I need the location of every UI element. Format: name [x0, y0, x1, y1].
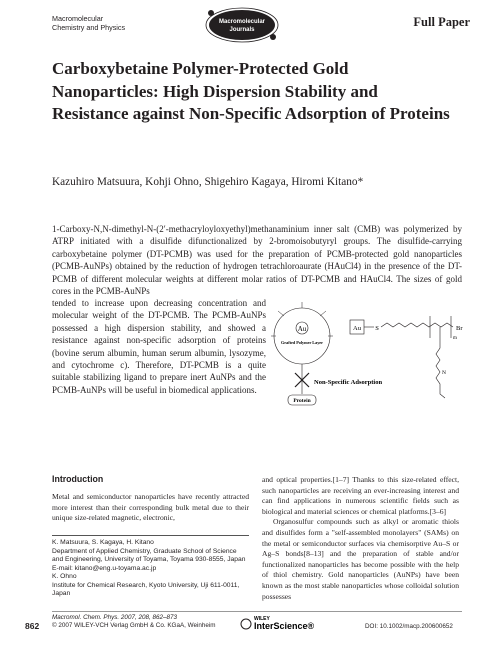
- affiliation-box: [52, 535, 249, 599]
- article-title: Carboxybetaine Polymer-Protected Gold Nanoparticles: High Dispersion Stability and Resistance against Non-Specific Adsorption of Proteins: [52, 59, 450, 123]
- left-column: [52, 492, 249, 524]
- journal-logo: [205, 7, 280, 43]
- affiliation-line: K. Matsuura, S. Kagaya, H. Kitano: [52, 539, 154, 546]
- graphical-abstract: [270, 298, 470, 408]
- gold-core-label: Au: [297, 325, 307, 333]
- protein-label: Protein: [293, 398, 311, 404]
- journal-name: [52, 15, 172, 32]
- repeat-m-label: m: [453, 336, 457, 341]
- affiliation-line: Institute for Chemical Research, Kyoto University, Uji 611-0011, Japan: [52, 581, 240, 597]
- journal-line-1: Macromolecular: [52, 14, 104, 23]
- adsorption-label: Non-Specific Adsorption: [314, 379, 383, 386]
- journal-line-2: Chemistry and Physics: [52, 22, 126, 32]
- introduction-heading: Introduction: [52, 474, 104, 484]
- authors: Kazuhiro Matsuura, Kohji Ohno, Shigehiro Kagaya, Hiromi Kitano*: [52, 176, 364, 188]
- sulfur-label: S: [375, 325, 379, 332]
- polymer-layer-circle: [274, 308, 330, 364]
- citation-line: Macromol. Chem. Phys. 2007, 208, 862–873: [52, 614, 177, 621]
- page-number: 862: [25, 621, 40, 631]
- wiley-top: WILEY: [254, 616, 270, 622]
- affiliation-line: E-mail: kitano@eng.u-toyama.ac.jp: [52, 564, 157, 572]
- doi: DOI: 10.1002/macp.200600652: [365, 623, 453, 630]
- footer-citation: [52, 614, 216, 630]
- abstract-narrow: tended to increase upon decreasing concentration and molecular weight of the DT-PCMB. The PCMB-AuNPs possessed a high dispersion stability, and showed a resistance against non-specific adsorption of proteins (bovine serum albumin, human serum albumin, lysozyme, and cytochrome c). Therefore, DT-PCMB is a quite suitable stabilizing ligand to prepare inert AuNPs and the PCMB-AuNPs will be useful in biomedical applications.: [52, 298, 266, 395]
- au-surface-label: Au: [353, 325, 361, 332]
- right-paragraph-2: Organosulfur compounds such as alkyl or aromatic thiols and disulfides form a "self-assembled monolayers" (SAMs) on the metal or semiconductor surfaces via chemisorptive Au–S or Ag–S bonds[8–13] and the preparation of stable and/or functionalized nanoparticles has become possible with the help of thiol chemistry. Gold nanoparticles (AuNPs) have been known as the most stable nanoparticles whose colloidal solution possesses: [262, 517, 459, 601]
- bromine-label: Br: [456, 325, 463, 332]
- polymer-layer-label: Grafted Polymer Layer: [280, 340, 324, 345]
- ammonium-label: N: [442, 370, 446, 376]
- wiley-interscience-logo: [240, 612, 320, 634]
- right-column: [262, 475, 459, 602]
- logo-line-2: Journals: [229, 27, 255, 33]
- abstract-full-width: 1-Carboxy-N,N-dimethyl-N-(2′-methacryloyloxyethyl)methanaminium inner salt (CMB) was polymerized by ATRP initiated with a disulfide difunctionalized by 2-bromoisobutyryl groups. The disulfide-carrying carboxybetaine polymer (DT-PCMB) was used for the preparation of PCMB-protected gold nanoparticles (PCMB-AuNPs) obtained by the reduction of hydrogen tetrachloroaurate (HAuCl4) in the presence of the DT-PCMB of different molecular weights at different molar ratios of DT-PCMB and HAuCl4. The sizes of gold cores in the PCMB-AuNPs: [52, 224, 462, 297]
- copyright-line: © 2007 WILEY-VCH Verlag GmbH & Co. KGaA, Weinheim: [52, 622, 216, 629]
- polymer-backbone: [381, 323, 453, 327]
- logo-line-1: Macromolecular: [218, 19, 266, 25]
- affiliation-line: K. Ohno: [52, 573, 77, 580]
- right-paragraph-1: and optical properties.[1–7] Thanks to this size-related effect, such nanoparticles are receiving an ever-increasing interest and can find applications in numerous scientific fields such as biological and material sciences or chemical platforms.[3–6]: [262, 475, 459, 516]
- affiliation-line: Department of Applied Chemistry, Graduate School of Science and Engineering, University of Toyama, Toyama 930-8555, Japan: [52, 547, 246, 563]
- section-label: Full Paper: [413, 15, 470, 29]
- intro-paragraph: Metal and semiconductor nanoparticles have recently attracted more interest than their corresponding bulk metal due to their unique size-related magnetic, electronic,: [52, 492, 249, 523]
- side-chain: [436, 327, 445, 398]
- wiley-main: InterScience®: [254, 621, 315, 631]
